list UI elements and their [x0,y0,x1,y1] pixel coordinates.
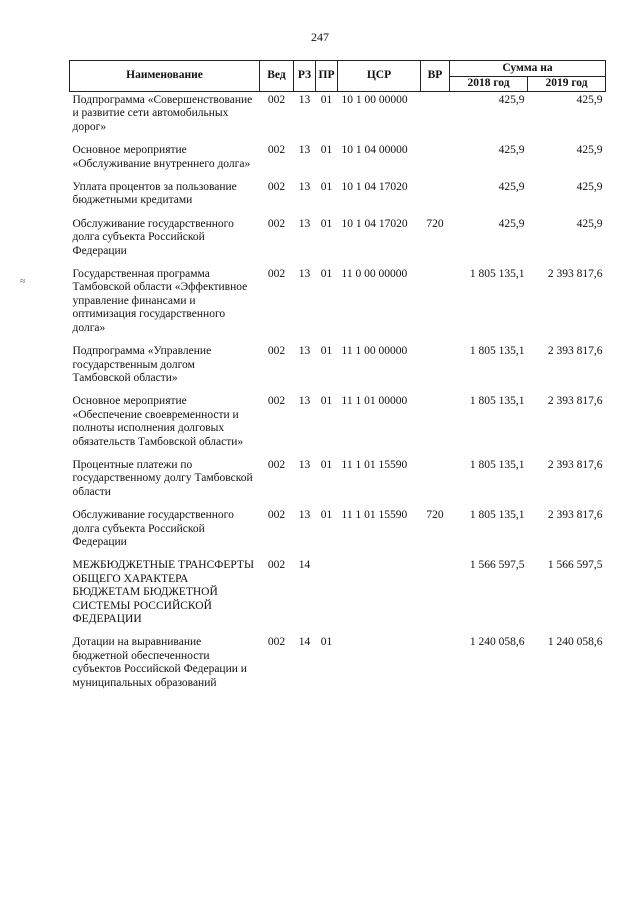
pr-cell: 01 [320,458,333,471]
rz-cell: 13 [298,458,311,471]
csr-cell [338,557,421,634]
name-cell: Уплата процентов за пользование бюджетными кредитами [72,181,237,207]
ved-cell: 002 [267,509,286,522]
vr-cell [421,557,450,634]
ved-cell: 002 [267,94,286,106]
vr-cell [421,142,450,179]
sum-2018-cell: 1 805 135,1 [469,509,525,522]
csr-cell: 11 1 00 00000 [341,345,408,358]
rz-cell: 14 [298,559,311,572]
table-body [70,92,606,699]
header-pr: ПР [316,61,338,92]
sum-2019-cell: 2 393 817,6 [547,458,603,471]
table-row [70,92,606,143]
name-cell: Основное мероприятие «Обслуживание внутреннего долга» [72,144,251,170]
csr-cell: 11 1 01 15590 [341,509,408,522]
name-cell: Дотации на выравнивание бюджетной обеспеченности субъектов Российской Федерации и муниципальных образований [72,636,247,689]
ved-cell: 002 [267,217,286,230]
rz-cell: 13 [298,268,311,281]
name-cell: Обслуживание государственного долга субъекта Российской Федерации [72,217,234,257]
name-cell: МЕЖБЮДЖЕТНЫЕ ТРАНСФЕРТЫ ОБЩЕГО ХАРАКТЕРА БЮДЖЕТАМ БЮДЖЕТНОЙ СИСТЕМЫ РОССИЙСКОЙ ФЕДЕРАЦИИ [72,559,254,625]
sum-2018-cell: 1 805 135,1 [469,458,525,471]
ved-cell: 002 [267,345,286,358]
rz-cell: 13 [298,217,311,230]
name-cell: Подпрограмма «Управление государственным долгом Тамбовской области» [72,345,212,384]
csr-cell: 10 1 04 17020 [341,181,408,194]
header-rz: РЗ [294,61,316,92]
table-row [70,142,606,179]
page-number: 247 [311,30,329,44]
ved-cell: 002 [267,395,286,408]
csr-cell: 11 1 01 00000 [341,395,408,408]
vr-cell [421,266,450,343]
pr-cell: 01 [320,268,333,281]
csr-cell: 10 1 04 00000 [341,144,408,157]
sum-2019-cell: 2 393 817,6 [547,345,603,358]
ved-cell: 002 [267,181,286,194]
csr-cell: 11 0 00 00000 [341,268,408,281]
header-csr: ЦСР [338,61,421,92]
pr-cell [316,557,338,634]
vr-cell [421,634,450,698]
ved-cell: 002 [267,636,286,649]
table-row [70,216,606,266]
vr-cell [421,92,450,143]
margin-mark: ≈ [20,276,26,287]
ved-cell: 002 [267,268,286,281]
pr-cell: 01 [320,181,333,194]
pr-cell: 01 [320,395,333,408]
csr-cell: 10 1 04 17020 [341,217,408,230]
vr-cell [421,393,450,457]
table-header [70,61,606,92]
name-cell: Подпрограмма «Совершенствование и развитие сети автомобильных дорог» [72,94,253,133]
sum-2018-cell: 425,9 [498,181,525,194]
pr-cell: 01 [320,636,333,649]
header-ved: Вед [260,61,294,92]
vr-cell [421,179,450,216]
csr-cell: 11 1 01 15590 [341,458,408,471]
sum-2019-cell: 1 240 058,6 [547,636,603,649]
sum-2018-cell: 1 240 058,6 [469,636,525,649]
table-row [70,507,606,557]
rz-cell: 13 [298,144,311,157]
ved-cell: 002 [267,458,286,471]
ved-cell: 002 [267,559,286,572]
sum-2019-cell: 2 393 817,6 [547,395,603,408]
sum-2018-cell: 1 805 135,1 [469,345,525,358]
sum-2018-cell: 425,9 [498,94,525,106]
pr-cell: 01 [320,345,333,358]
rz-cell: 13 [298,94,311,106]
header-sum: Сумма на [450,61,606,77]
csr-cell: 10 1 00 00000 [341,94,408,106]
vr-cell: 720 [426,217,444,230]
table-row [70,393,606,457]
table-row [70,343,606,393]
sum-2019-cell: 2 393 817,6 [547,509,603,522]
sum-2019-cell: 425,9 [576,217,603,230]
sum-2018-cell: 425,9 [498,217,525,230]
name-cell: Обслуживание государственного долга субъекта Российской Федерации [72,509,234,548]
table-row [70,557,606,634]
pr-cell: 01 [320,94,333,106]
sum-2019-cell: 425,9 [576,181,603,194]
budget-table [69,60,606,698]
vr-cell [421,457,450,507]
sum-2019-cell: 1 566 597,5 [547,559,603,572]
sum-2018-cell: 425,9 [498,144,525,157]
table-row [70,266,606,343]
header-year-2018: 2018 год [450,76,528,92]
name-cell: Процентные платежи по государственному долгу Тамбовской области [72,458,253,498]
sum-2018-cell: 1 805 135,1 [469,268,525,281]
vr-cell [421,343,450,393]
table-row [70,457,606,507]
rz-cell: 13 [298,509,311,522]
name-cell: Основное мероприятие «Обеспечение своевременности и полноты исполнения долговых обязательств Тамбовской области» [72,395,244,448]
pr-cell: 01 [320,509,333,522]
table-row [70,179,606,216]
pr-cell: 01 [320,217,333,230]
rz-cell: 13 [298,395,311,408]
header-name: Наименование [70,61,260,92]
pr-cell: 01 [320,144,333,157]
sum-2018-cell: 1 566 597,5 [469,559,525,572]
sum-2019-cell: 425,9 [576,94,603,106]
sum-2018-cell: 1 805 135,1 [469,395,525,408]
header-year-2019: 2019 год [528,76,606,92]
rz-cell: 13 [298,345,311,358]
name-cell: Государственная программа Тамбовской области «Эффективное управление финансами и оптимизация государственного долга» [72,268,248,334]
rz-cell: 14 [298,636,311,649]
header-vr: ВР [421,61,450,92]
rz-cell: 13 [298,181,311,194]
table-row [70,634,606,698]
csr-cell [338,634,421,698]
ved-cell: 002 [267,144,286,157]
sum-2019-cell: 2 393 817,6 [547,268,603,281]
sum-2019-cell: 425,9 [576,144,603,157]
vr-cell: 720 [426,509,444,522]
